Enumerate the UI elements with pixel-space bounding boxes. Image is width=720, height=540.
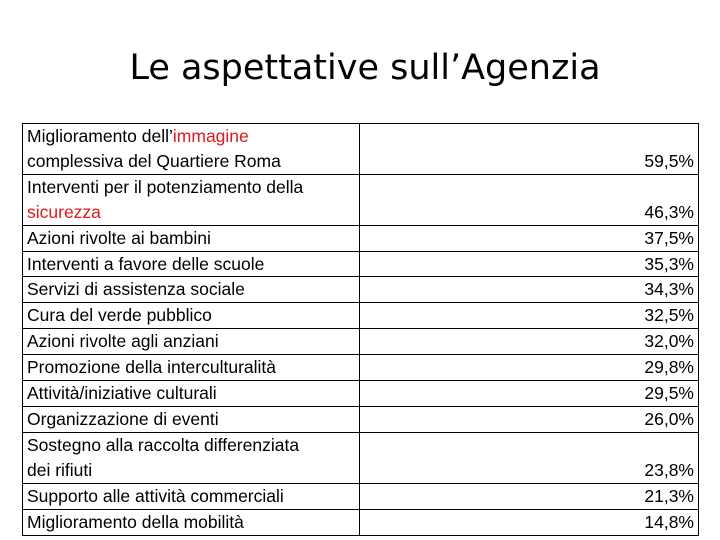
- row-label: [23, 355, 360, 381]
- row-percentage: 35,3%: [360, 251, 699, 277]
- expectations-table: [22, 123, 699, 536]
- highlighted-keyword: sicurezza: [27, 201, 101, 222]
- highlighted-keyword: immagine: [172, 126, 249, 146]
- row-percentage: 59,5%: [360, 124, 699, 175]
- row-percentage: 14,8%: [360, 509, 699, 535]
- row-percentage: 46,3%: [360, 174, 699, 225]
- table-row: [23, 432, 699, 483]
- table-row: [23, 277, 699, 303]
- label-text: Interventi a favore delle scuole: [27, 253, 265, 274]
- table-row: [23, 225, 699, 251]
- table-row: [23, 509, 699, 535]
- table-row: [23, 124, 699, 175]
- label-text: Interventi per il potenziamento della: [27, 176, 304, 197]
- row-label: [23, 277, 360, 303]
- row-percentage: 29,5%: [360, 381, 699, 407]
- row-percentage: 26,0%: [360, 406, 699, 432]
- row-label: [23, 406, 360, 432]
- label-text: complessiva del Quartiere Roma: [27, 150, 281, 171]
- table-row: [23, 483, 699, 509]
- label-text: Sostegno alla raccolta differenziata: [27, 434, 300, 455]
- row-label: [23, 432, 360, 483]
- table-row: [23, 406, 699, 432]
- row-percentage: 21,3%: [360, 483, 699, 509]
- label-text: Supporto alle attività commerciali: [27, 485, 284, 506]
- label-text: Azioni rivolte agli anziani: [27, 331, 219, 352]
- row-percentage: 23,8%: [360, 432, 699, 483]
- table-row: [23, 329, 699, 355]
- row-percentage: 32,5%: [360, 303, 699, 329]
- row-label: [23, 251, 360, 277]
- label-text: Azioni rivolte ai bambini: [27, 227, 211, 248]
- table-row: [23, 355, 699, 381]
- row-label: [23, 174, 360, 225]
- label-text: Miglioramento della mobilità: [27, 511, 244, 532]
- row-percentage: 29,8%: [360, 355, 699, 381]
- row-label: [23, 303, 360, 329]
- label-text: Attività/iniziative culturali: [27, 383, 217, 404]
- label-text: Promozione della interculturalità: [27, 357, 277, 378]
- table-row: [23, 174, 699, 225]
- row-label: [23, 483, 360, 509]
- row-label: [23, 225, 360, 251]
- row-percentage: 32,0%: [360, 329, 699, 355]
- row-label: [23, 381, 360, 407]
- table-body: [23, 124, 699, 536]
- label-text: Cura del verde pubblico: [27, 305, 212, 326]
- row-label: [23, 509, 360, 535]
- row-label: [23, 329, 360, 355]
- label-text: Servizi di assistenza sociale: [27, 279, 245, 300]
- row-percentage: 34,3%: [360, 277, 699, 303]
- table-row: [23, 251, 699, 277]
- slide-title: Le aspettative sull’Agenzia: [129, 48, 601, 88]
- label-text: dei rifiuti: [27, 459, 93, 480]
- table-row: [23, 303, 699, 329]
- row-label: [23, 124, 360, 175]
- row-percentage: 37,5%: [360, 225, 699, 251]
- label-text: Miglioramento dell’: [27, 126, 173, 146]
- table-row: [23, 381, 699, 407]
- label-text: Organizzazione di eventi: [27, 408, 219, 429]
